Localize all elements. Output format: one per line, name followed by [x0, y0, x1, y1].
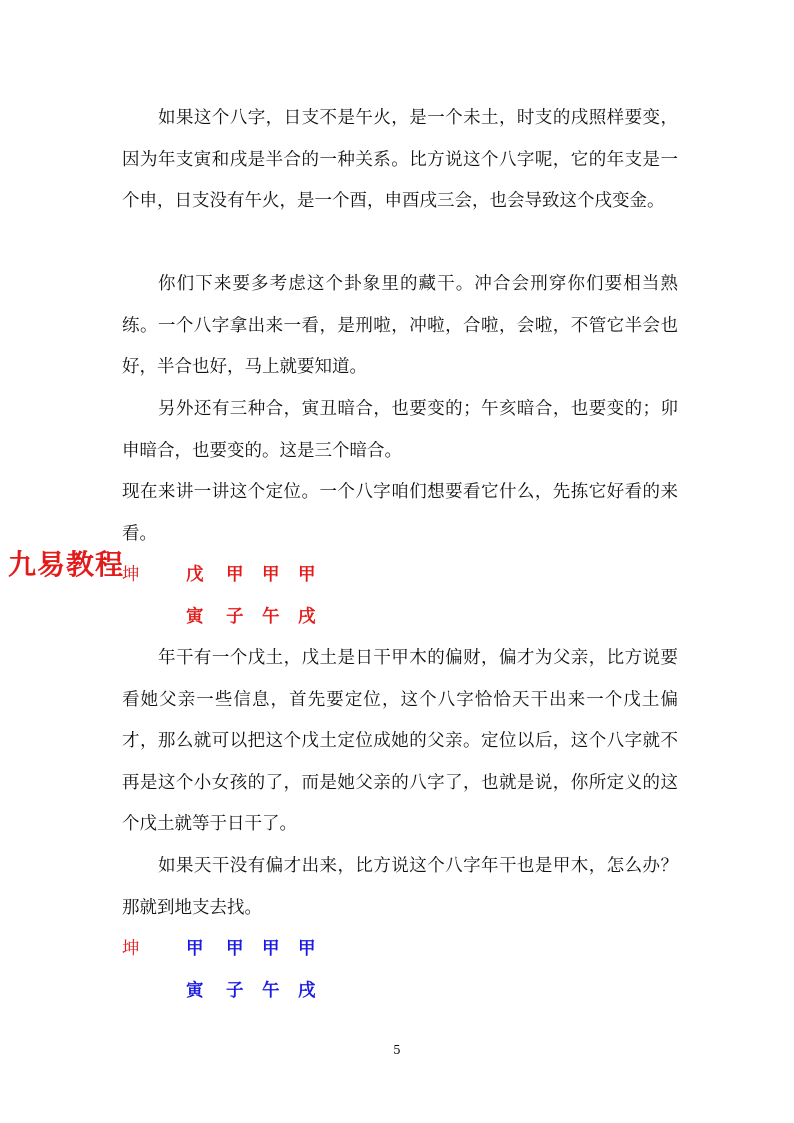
chart1-stem-day: 甲 [262, 565, 280, 585]
chart1-stems-row [122, 555, 342, 595]
chart1-label: 坤 [122, 565, 140, 585]
chart2-stem-day: 甲 [262, 939, 280, 959]
chart2-stem-hour: 甲 [298, 939, 316, 959]
chart2-stem-month: 甲 [226, 939, 244, 959]
chart2-branch-hour: 戌 [298, 981, 316, 1001]
chart2-stems-row [122, 929, 342, 969]
paragraph-3: 另外还有三种合，寅丑暗合，也要变的；午亥暗合，也要变的；卯申暗合，也要变的。这是三个暗合。 [122, 399, 678, 461]
page-number: 5 [393, 1043, 401, 1057]
chart2-branch-year: 寅 [186, 981, 204, 1001]
chart1-branches-row [122, 597, 342, 637]
chart2-stem-year: 甲 [186, 939, 204, 959]
chart2-branches-row [122, 971, 342, 1011]
chart2-branch-day: 午 [262, 981, 280, 1001]
paragraph-2: 你们下来要多考虑这个卦象里的藏干。冲合会刑穿你们要相当熟练。一个八字拿出来一看，是刑啦，冲啦，合啦，会啦，不管它半会也好，半合也好，马上就要知道。 [122, 274, 678, 377]
paragraph-5: 年干有一个戊土，戊土是日干甲木的偏财，偏才为父亲，比方说要看她父亲一些信息，首先要定位，这个八字恰恰天干出来一个戊土偏才，那么就可以把这个戊土定位成她的父亲。定位以后，这个八字就不再是这个小女孩的了，而是她父亲的八字了，也就是说，你所定义的这个戊土就等于日干了。 [122, 648, 678, 834]
paragraph-1: 如果这个八字，日支不是午火，是一个未土，时支的戌照样要变，因为年支寅和戌是半合的一种关系。比方说这个八字呢，它的年支是一个申，日支没有午火，是一个酉，申酉戌三会，也会导致这个戌变金。 [122, 108, 678, 211]
chart1-branch-month: 子 [226, 607, 244, 627]
chart1-stem-year: 戊 [186, 565, 204, 585]
paragraph-4: 现在来讲一讲这个定位。一个八字咱们想要看它什么，先拣它好看的来看。 [122, 482, 678, 544]
chart1-stem-hour: 甲 [298, 565, 316, 585]
chart2-label: 坤 [122, 939, 140, 959]
chart2-branch-month: 子 [226, 981, 244, 1001]
chart1-stem-month: 甲 [226, 565, 244, 585]
chart1-branch-day: 午 [262, 607, 280, 627]
paragraph-6: 如果天干没有偏才出来，比方说这个八字年干也是甲木，怎么办？那就到地支去找。 [122, 856, 678, 918]
watermark-logo: 九易教程 [8, 548, 125, 581]
chart1-branch-year: 寅 [186, 607, 204, 627]
chart1-branch-hour: 戌 [298, 607, 316, 627]
